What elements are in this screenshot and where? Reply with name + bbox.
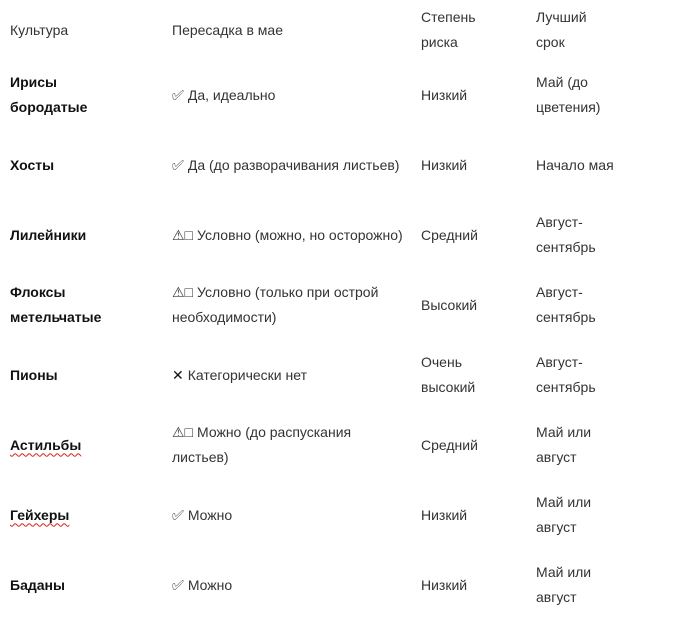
best-time: Начало мая (536, 156, 614, 173)
table-row (0, 410, 676, 480)
crop-name: Флоксы метельчатые (10, 284, 102, 325)
warning-icon: ⚠︎□ (172, 424, 194, 440)
transplant-text: Можно (187, 506, 233, 523)
crop-name: Хосты (10, 156, 55, 173)
header-best-time-text: Лучший срок (536, 9, 587, 50)
crop-name: Ирисы бородатые (10, 74, 88, 115)
header-risk-text: Степень риска (421, 9, 476, 50)
transplant-text: Категорически нет (187, 366, 307, 383)
cross-icon: ✕ (172, 366, 184, 383)
risk-level: Низкий (421, 86, 468, 103)
table-row (0, 200, 676, 270)
table-header-row (0, 0, 676, 60)
header-transplant: Пересадка в мае (172, 21, 284, 38)
best-time: Август-сентябрь (536, 284, 596, 325)
check-icon: ✅︎ (172, 506, 184, 523)
header-crop: Культура (10, 21, 69, 38)
best-time: Май или август (536, 494, 592, 535)
header-best-time (526, 5, 676, 55)
risk-level: Средний (421, 226, 478, 243)
transplant-text: Да, идеально (187, 86, 276, 103)
crop-name: Баданы (10, 576, 65, 593)
table-row (0, 270, 676, 340)
risk-level: Низкий (421, 156, 468, 173)
transplant-text: Условно (можно, но осторожно) (197, 226, 403, 243)
risk-level: Очень высокий (421, 354, 476, 395)
transplant-text: Можно (до распускания листьев) (172, 424, 352, 465)
transplant-text: Условно (только при острой необходимости) (172, 284, 379, 325)
best-time: Август-сентябрь (536, 214, 596, 255)
best-time: Май или август (536, 564, 592, 605)
risk-level: Высокий (421, 296, 478, 313)
warning-icon: ⚠︎□ (172, 226, 194, 243)
table-row (0, 60, 676, 130)
best-time: Август-сентябрь (536, 354, 596, 395)
table-row (0, 480, 676, 550)
header-risk (411, 5, 526, 55)
table-row (0, 550, 676, 620)
risk-level: Низкий (421, 506, 468, 523)
transplant-text: Можно (187, 576, 233, 593)
warning-icon: ⚠︎□ (172, 284, 194, 300)
best-time: Май (до цветения) (536, 74, 601, 115)
risk-level: Низкий (421, 576, 468, 593)
crop-name: Астильбы (10, 436, 82, 453)
check-icon: ✅︎ (172, 86, 184, 103)
transplant-text: Да (до разворачивания листьев) (187, 156, 400, 173)
crop-name: Пионы (10, 366, 58, 383)
table-row (0, 340, 676, 410)
crop-name: Лилейники (10, 226, 87, 243)
check-icon: ✅︎ (172, 576, 184, 593)
best-time: Май или август (536, 424, 592, 465)
table-row (0, 130, 676, 200)
risk-level: Средний (421, 436, 478, 453)
check-icon: ✅︎ (172, 156, 184, 173)
crop-name: Гейхеры (10, 506, 70, 523)
